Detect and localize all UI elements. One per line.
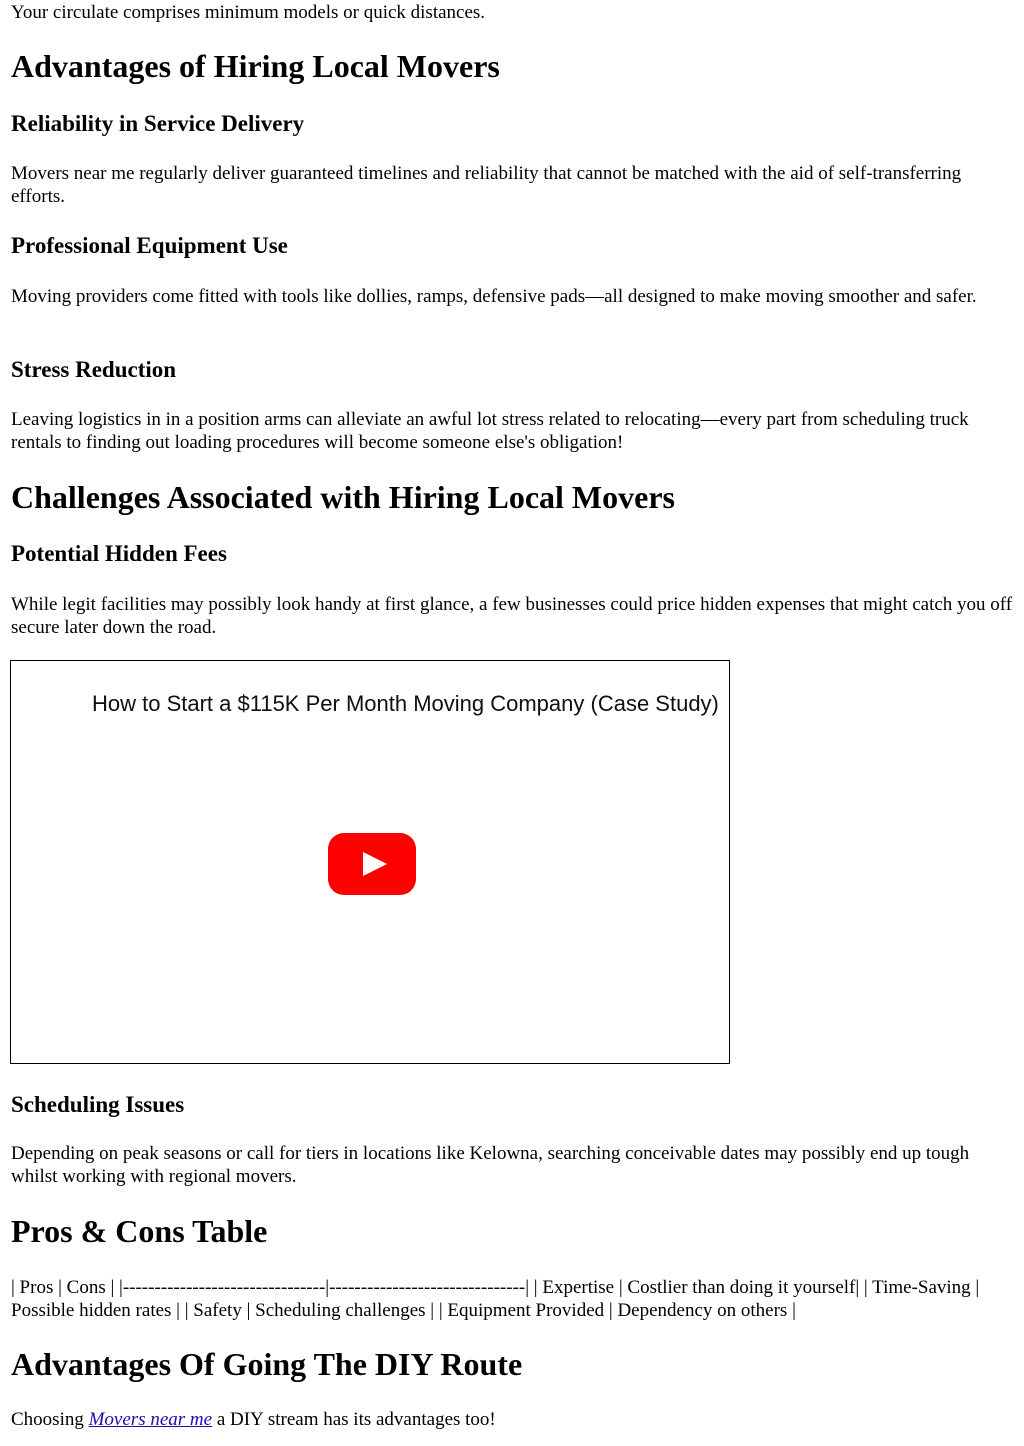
play-button[interactable] bbox=[328, 833, 416, 895]
paragraph-reliability: Movers near me regularly deliver guaranteed timelines and reliability that cannot be matched with the aid of self-transferring efforts. bbox=[11, 163, 962, 207]
heading-hidden-fees: Potential Hidden Fees bbox=[11, 541, 227, 566]
pros-cons-table-text: | Pros | Cons | |--------------------------------|-------------------------------| | Expertise | Costlier than doing it yourself| | Time-Saving | Possible hidden rates | | Safety | Scheduling challenges | | Equipment Provided | Dependency on others | bbox=[11, 1277, 980, 1321]
paragraph-diy bbox=[11, 1408, 1017, 1431]
heading-stress-reduction: Stress Reduction bbox=[11, 357, 177, 382]
diy-text-before: Choosing bbox=[11, 1409, 89, 1430]
diy-text-after: a DIY stream has its advantages too! bbox=[212, 1409, 496, 1430]
heading-scheduling-issues: Scheduling Issues bbox=[11, 1092, 185, 1117]
heading-diy-route: Advantages Of Going The DIY Route bbox=[11, 1346, 523, 1382]
paragraph-equipment: Moving providers come fitted with tools like dollies, ramps, defensive pads—all designed to make moving smoother and safer. bbox=[11, 286, 977, 307]
paragraph-scheduling-issues: Depending on peak seasons or call for tiers in locations like Kelowna, searching conceivable dates may possibly end up tough whilst working with regional movers. bbox=[11, 1143, 970, 1187]
heading-professional-equipment: Professional Equipment Use bbox=[11, 233, 288, 258]
movers-near-me-link[interactable]: Movers near me bbox=[88, 1409, 213, 1430]
video-title[interactable]: How to Start a $115K Per Month Moving Company (Case Study) bbox=[92, 691, 719, 716]
video-embed[interactable] bbox=[10, 660, 730, 1064]
heading-challenges: Challenges Associated with Hiring Local Movers bbox=[11, 479, 675, 515]
list-item-text: Your circulate comprises minimum models or quick distances. bbox=[11, 2, 486, 23]
paragraph-hidden-fees: While legit facilities may possibly look handy at first glance, a few businesses could price hidden expenses that might catch you off secure later down the road. bbox=[11, 594, 1013, 638]
heading-reliability: Reliability in Service Delivery bbox=[11, 111, 305, 136]
paragraph-stress-reduction: Leaving logistics in in a position arms can alleviate an awful lot stress related to relocating—every part from scheduling truck rentals to finding out loading procedures will become someone else's obligation! bbox=[11, 409, 969, 453]
play-icon bbox=[363, 852, 387, 876]
heading-advantages-local-movers: Advantages of Hiring Local Movers bbox=[11, 48, 500, 84]
heading-pros-cons: Pros & Cons Table bbox=[11, 1213, 268, 1249]
